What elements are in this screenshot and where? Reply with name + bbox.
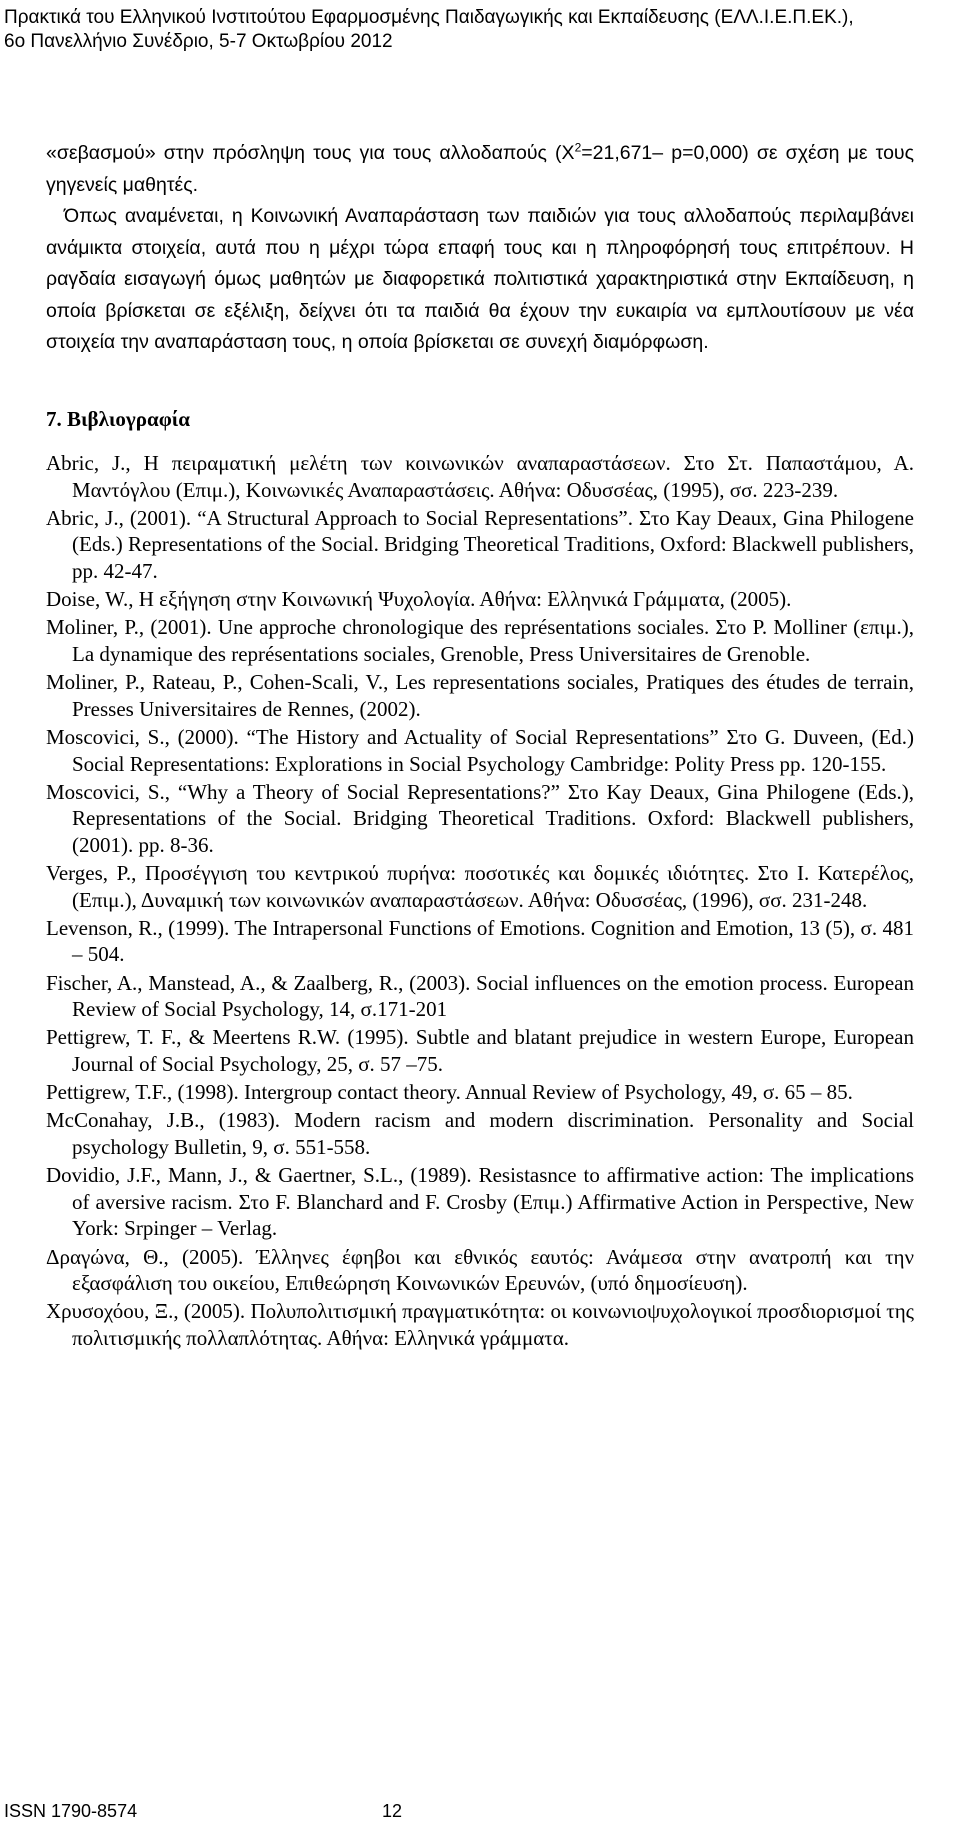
reference-item: Moliner, P., (2001). Une approche chronologique des représentations sociales. Στο P. Molliner (επιμ.), La dynamique des représentations sociales, Grenoble, Press Universitaires de Grenoble.: [46, 615, 914, 666]
reference-item: Χρυσοχόου, Ξ., (2005). Πολυπολιτισμική πραγματικότητα: οι κοινωνιοψυχολογικοί προσδιορισμοί της πολιτισμικής πολλαπλότητας. Αθήνα: Ελληνικά γράμματα.: [46, 1299, 914, 1350]
reference-item: Abric, J., Η πειραματική μελέτη των κοινωνικών αναπαραστάσεων. Στο Στ. Παπαστάμου, Α. Μαντόγλου (Επιμ.), Κοινωνικές Αναπαραστάσεις. Αθήνα: Οδυσσέας, (1995), σσ. 223-239.: [46, 451, 914, 502]
superscript: 2: [574, 140, 582, 155]
reference-item: Fischer, A., Manstead, A., & Zaalberg, R., (2003). Social influences on the emotion process. European Review of Social Psychology, 14, σ.171-201: [46, 970, 914, 1022]
reference-item: Abric, J., (2001). “A Structural Approach to Social Representations”. Στο Kay Deaux, Gina Philogene (Eds.) Representations of the Social. Bridging Theoretical Traditions, Oxford: Blackwell publishers, pp. 42-47.: [46, 505, 914, 583]
body-text: [46, 138, 914, 359]
header-line-proceedings: Πρακτικά του Ελληνικού Ινστιτούτου Εφαρμοσμένης Παιδαγωγικής και Εκπαίδευσης (ΕΛΛ.Ι.Ε.Π.ΕΚ.),: [4, 7, 854, 28]
page-number: 12: [382, 1801, 403, 1821]
paragraph-text-end: =21,671– p=0,000) σε σχέση με τους γηγενείς μαθητές.: [46, 142, 914, 196]
page-header: [4, 6, 956, 54]
paragraph-conclusion: Όπως αναμένεται, η Κοινωνική Αναπαράσταση των παιδιών για τους αλλοδαπούς περιλαμβάνει ανάμικτα στοιχεία, αυτά που η μέχρι τώρα επαφή τους και η πληροφόρησή τους επιτρέπουν. Η ραγδαία εισαγωγή όμως μαθητών με διαφορετικά πολιτιστικά χαρακτηριστικά στην Εκπαίδευση, η οποία βρίσκεται σε εξέλιξη, δείχνει ότι τα παιδιά θα έχουν την ευκαιρία να εμπλουτίσουν με νέα στοιχεία την αναπαράσταση τους, η οποία βρίσκεται σε συνεχή διαμόρφωση.: [46, 205, 914, 353]
reference-item: Dovidio, J.F., Mann, J., & Gaertner, S.L., (1989). Resistasnce to affirmative action: The implications of aversive racism. Στο F. Blanchard and F. Crosby (Επιμ.) Affirmative Action in Perspective, New York: Srpinger – Verlag.: [46, 1163, 914, 1241]
reference-item: Doise, W., Η εξήγηση στην Κοινωνική Ψυχολογία. Αθήνα: Ελληνικά Γράμματα, (2005).: [46, 587, 792, 612]
header-line-conference: 6ο Πανελλήνιο Συνέδριο, 5-7 Οκτωβρίου 2012: [4, 31, 393, 52]
reference-list: [46, 450, 914, 1353]
section-heading: 7. Βιβλιογραφία: [46, 407, 191, 431]
reference-item: Verges, P., Προσέγγιση του κεντρικού πυρήνα: ποσοτικές και δομικές ιδιότητες. Στο Ι. Κατερέλος, (Επιμ.), Δυναμική των κοινωνικών αναπαραστάσεων. Αθήνα: Οδυσσέας, (1996), σσ. 231-248.: [46, 861, 914, 912]
reference-item: Δραγώνα, Θ., (2005). Έλληνες έφηβοι και εθνικός εαυτός: Ανάμεσα στην ανατροπή και την εξασφάλιση του οικείου, Επιθεώρηση Κοινωνικών Ερευνών, (υπό δημοσίευση).: [46, 1244, 914, 1296]
paragraph-continuation: [46, 138, 914, 201]
reference-item: Moliner, P., Rateau, P., Cohen-Scali, V., Les representations sociales, Pratiques des études de terrain, Presses Universitaires de Rennes, (2002).: [46, 670, 914, 721]
reference-item: Moscovici, S., “Why a Theory of Social Representations?” Στο Kay Deaux, Gina Philogene (Eds.), Representations of the Social. Bridging Theoretical Traditions. Oxford: Blackwell publishers, (2001). pp. 8-36.: [46, 779, 914, 857]
issn-label: ISSN 1790-8574: [4, 1801, 138, 1821]
reference-item: Levenson, R., (1999). The Intrapersonal Functions of Emotions. Cognition and Emotion, 13 (5), σ. 481 – 504.: [46, 915, 914, 967]
reference-item: Moscovici, S., (2000). “The History and Actuality of Social Representations” Στο G. Duveen, (Ed.) Social Representations: Explorations in Social Psychology Cambridge: Polity Press pp. 120-155.: [46, 724, 914, 776]
reference-item: Pettigrew, T.F., (1998). Intergroup contact theory. Annual Review of Psychology, 49, σ. 65 – 85.: [46, 1080, 853, 1105]
reference-item: Pettigrew, T. F., & Meertens R.W. (1995). Subtle and blatant prejudice in western Europe, European Journal of Social Psychology, 25, σ. 57 –75.: [46, 1025, 914, 1076]
paragraph-text-start: «σεβασμού» στην πρόσληψη τους για τους αλλοδαπούς (Χ: [46, 142, 575, 164]
reference-item: McConahay, J.B., (1983). Modern racism and modern discrimination. Personality and Social psychology Bulletin, 9, σ. 551-558.: [46, 1108, 914, 1159]
